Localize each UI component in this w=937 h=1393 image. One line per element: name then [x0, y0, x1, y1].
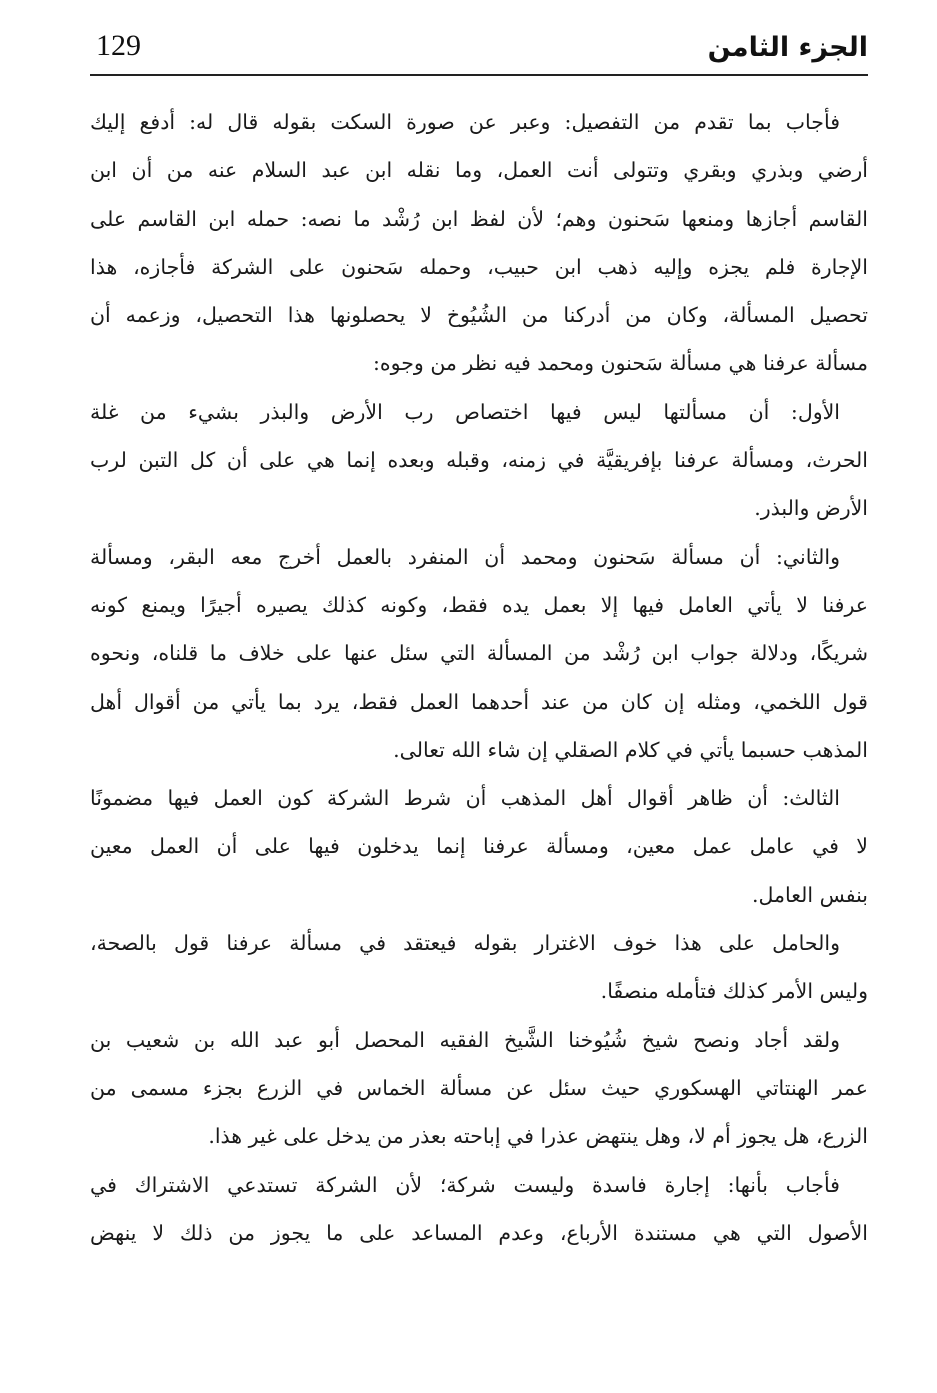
text-line: الثالث: أن ظاهر أقوال أهل المذهب أن شرط الشركة كون العمل فيها مضمونًا: [90, 786, 840, 811]
page-header: [90, 22, 868, 72]
running-title: الجزء الثامن: [707, 32, 868, 63]
text-line: شريكًا، ودلالة جواب ابن رُشْد من المسألة التي سئل عنها على خلاف ما قلناه، ونحوه: [90, 641, 868, 666]
header-rule: [90, 74, 868, 76]
text-line: فأجاب بما تقدم من التفصيل: وعبر عن صورة السكت بقوله قال له: أدفع إليك: [90, 110, 840, 134]
text-line: تحصيل المسألة، وكان من أدركنا من الشُيُوخ لا يحصلونها هذا التحصيل، وزعمه أن: [90, 303, 868, 328]
text-line: وليس الأمر كذلك فتأمله منصفًا.: [600, 979, 868, 1004]
text-line: عمر الهنتاتي الهسكوري حيث سئل عن مسألة الخماس في الزرع بجزء مسمى من: [90, 1075, 868, 1100]
text-line: أرضي وبذري وبقري وتتولى أنت العمل، وما نقله ابن عبد السلام عنه من أن ابن: [90, 158, 868, 183]
body-text: [90, 98, 868, 1257]
text-line: الأصول التي هي مستندة الأرباع، وعدم المساعد على ما يجوز من ذلك لا ينهض: [90, 1220, 868, 1245]
text-line: الزرع، هل يجوز أم لا، وهل ينتهض عذرا في إباحته بعذر من يدخل على غير هذا.: [208, 1124, 868, 1149]
text-line: قول اللخمي، ومثله إن كان من عند أحدهما العمل فقط، يرد بما يأتي من أقوال أهل: [90, 689, 868, 714]
text-line: والحامل على هذا خوف الاغترار بقوله فيعتقد في مسألة عرفنا قول بالصحة،: [90, 931, 840, 956]
text-line: عرفنا لا يأتي العامل فيها إلا بعمل يده فقط، وكونه كذلك يصيره أجيرًا ويمنع كونه: [90, 592, 868, 617]
text-line: لا في عامل عمل معين، ومسألة عرفنا إنما يدخلون فيها على أن العمل معين: [90, 834, 868, 859]
text-line: الإجارة فلم يجزه وإليه ذهب ابن حبيب، وحمله سَحنون على الشركة فأجازه، هذا: [90, 254, 868, 279]
text-line: بنفس العامل.: [751, 882, 868, 907]
text-line: مسألة عرفنا هي مسألة سَحنون ومحمد فيه نظر من وجوه:: [373, 351, 868, 376]
text-line: الأول: أن مسألتها ليس فيها اختصاص رب الأرض والبذر بشيء من غلة: [90, 399, 840, 424]
text-line: الحرث، ومسألة عرفنا بإفريقيَّة في زمنه، وقبله وبعده إنما هي على أن كل التبن لرب: [90, 448, 868, 473]
text-line: القاسم أجازها ومنعها سَحنون وهم؛ لأن لفظ ابن رُشْد ما نصه: حمله ابن القاسم على: [90, 206, 868, 231]
text-line: فأجاب بأنها: إجارة فاسدة وليست شركة؛ لأن الشركة تستدعي الاشتراك في: [90, 1172, 840, 1197]
text-line: المذهب حسبما يأتي في كلام الصقلي إن شاء الله تعالى.: [393, 737, 868, 762]
text-line: الأرض والبذر.: [754, 496, 868, 521]
text-line: والثاني: أن مسألة سَحنون ومحمد أن المنفرد بالعمل أخرج معه البقر، ومسألة: [90, 544, 840, 569]
page-number: 129: [96, 29, 141, 62]
text-line: ولقد أجاد ونصح شيخ شُيُوخنا الشَّيخ الفقيه المحصل أبو عبد الله بن شعيب بن: [90, 1027, 840, 1052]
